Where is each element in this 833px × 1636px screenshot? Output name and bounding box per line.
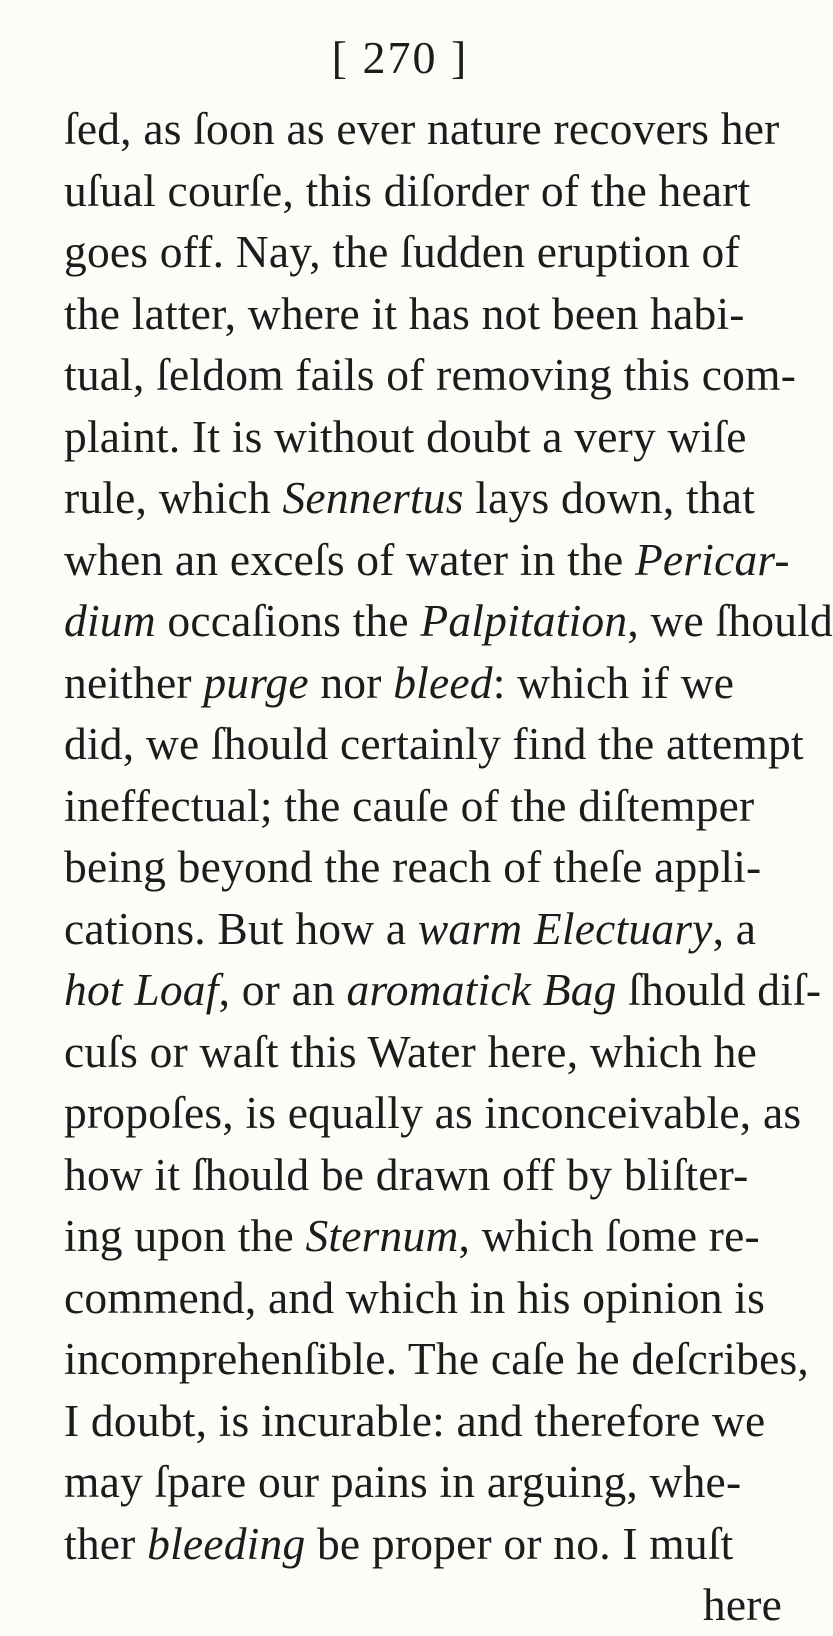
text-segment: , which ſome re-	[458, 1210, 760, 1261]
text-line	[64, 1205, 784, 1267]
body-text	[64, 98, 833, 1636]
italic-text: aromatick Bag	[346, 964, 617, 1015]
text-segment: , we ſhould	[627, 595, 833, 646]
text-line	[64, 406, 784, 468]
text-line	[64, 467, 784, 529]
text-segment: , or an	[218, 964, 347, 1015]
text-line	[64, 898, 784, 960]
text-line	[64, 590, 833, 652]
italic-text: bleeding	[147, 1517, 306, 1569]
text-line	[64, 775, 784, 837]
italic-text: Sternum	[305, 1210, 459, 1261]
text-segment: I doubt, is incurable: and therefore we	[64, 1394, 766, 1446]
text-line	[64, 344, 797, 406]
text-segment: did, we ſhould certainly find the attempt	[64, 718, 804, 769]
text-segment: ing upon the	[64, 1210, 306, 1261]
text-segment: being beyond the reach of theſe appli-	[64, 841, 762, 892]
text-line	[64, 1021, 784, 1083]
text-line	[64, 836, 784, 898]
text-line	[64, 160, 784, 222]
text-segment: lays down, that	[463, 472, 756, 523]
text-segment: when an exceſs of water in the	[64, 533, 635, 585]
text-line	[64, 1328, 809, 1390]
text-segment: cations. But how a	[64, 902, 418, 954]
text-segment: ſed, as ſoon as ever nature recovers her	[64, 103, 780, 154]
italic-text: dium	[64, 595, 156, 646]
text-line	[64, 959, 822, 1021]
italic-text: Sennertus	[282, 472, 464, 523]
text-segment: incomprehenſible. The caſe he deſcribes,	[64, 1333, 809, 1384]
text-segment: nor	[308, 656, 394, 708]
text-segment: the latter, where it has not been habi-	[64, 287, 745, 339]
text-line	[64, 283, 784, 345]
text-line	[64, 652, 784, 714]
text-line	[64, 1267, 784, 1329]
italic-text: bleed	[393, 656, 493, 708]
text-segment: be proper or no. I muſt	[305, 1517, 734, 1569]
text-segment: plaint. It is without doubt a very wiſe	[64, 410, 747, 462]
text-segment: occaſions the	[155, 595, 421, 646]
text-segment: , a	[712, 902, 757, 954]
text-segment: propoſes, is equally as inconceivable, as	[64, 1087, 802, 1138]
text-line	[64, 1082, 802, 1144]
text-line	[64, 713, 804, 775]
text-segment: ſhould diſ-	[616, 964, 822, 1015]
text-segment: commend, and which in his opinion is	[64, 1271, 766, 1323]
text-segment: : which if we	[492, 656, 735, 708]
text-segment: goes off. Nay, the ſudden eruption of	[64, 226, 740, 277]
text-line	[64, 1574, 784, 1636]
italic-text: hot Loaf	[64, 964, 219, 1015]
text-line	[64, 1144, 784, 1206]
italic-text: warm Electuary	[417, 902, 713, 954]
page-number: [ 270 ]	[331, 32, 469, 83]
text-segment: neither	[64, 656, 204, 708]
text-segment: here	[702, 1579, 782, 1630]
italic-text: Pericar-	[634, 533, 790, 585]
text-segment: ther	[64, 1517, 148, 1569]
text-segment: ineffectual; the cauſe of the diſtemper	[64, 779, 755, 831]
italic-text: Palpitation	[420, 595, 628, 646]
text-line	[64, 98, 784, 160]
text-segment: how it ſhould be drawn off by bliſter-	[64, 1148, 749, 1200]
text-line	[64, 1451, 784, 1513]
text-line	[64, 1390, 784, 1452]
text-segment: rule, which	[64, 472, 283, 523]
text-line	[64, 1513, 784, 1575]
text-segment: uſual courſe, this diſorder of the heart	[64, 164, 751, 216]
text-line	[64, 529, 790, 591]
text-segment: cuſs or waſt this Water here, which he	[64, 1025, 757, 1077]
text-line	[64, 221, 784, 283]
italic-text: purge	[203, 656, 309, 708]
text-segment: may ſpare our pains in arguing, whe-	[64, 1456, 742, 1507]
text-segment: tual, ſeldom fails of removing this com-	[64, 349, 797, 400]
